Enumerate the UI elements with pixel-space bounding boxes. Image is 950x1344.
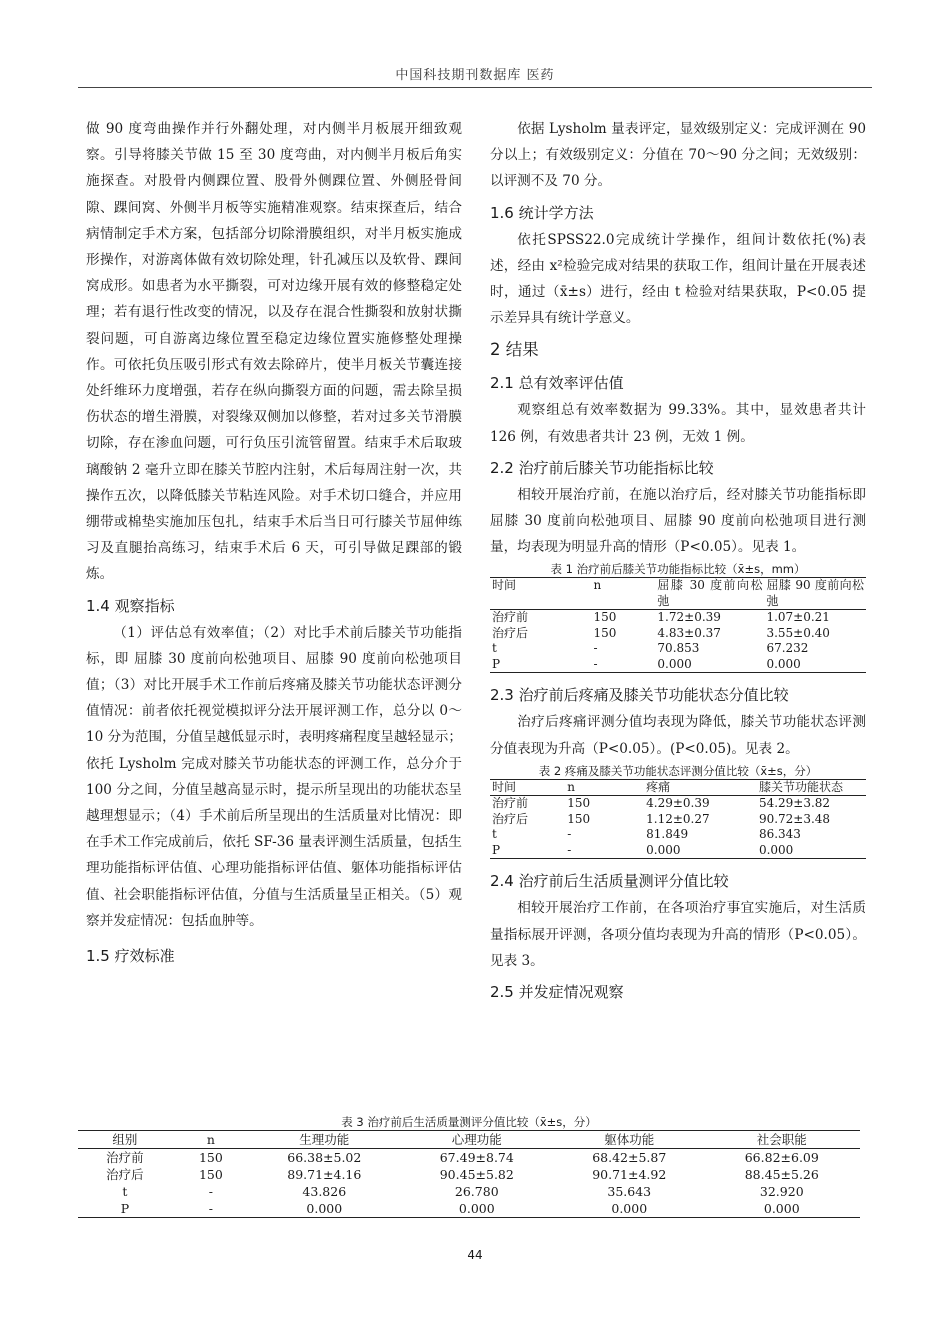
- table-cell: -: [592, 657, 656, 673]
- table-3-caption: 表 3 治疗前后生活质量测评分值比较（x̄±s，分）: [341, 1115, 597, 1129]
- table-cell: 1.07±0.21: [766, 610, 830, 625]
- heading-2-3: 2.3 治疗前后疼痛及膝关节功能状态分值比较: [490, 686, 789, 705]
- table-cell: 治疗前: [492, 610, 529, 625]
- table-row: [78, 1200, 860, 1218]
- table-cell: 67.49±8.74: [439, 1150, 514, 1165]
- table-cell: 0.000: [764, 657, 866, 673]
- table-cell: -: [593, 641, 598, 656]
- table-header-row: [490, 779, 866, 796]
- table-cell: 67.232: [766, 641, 809, 656]
- table-header-cell: n: [172, 1131, 250, 1149]
- table-3-grid: [78, 1130, 860, 1218]
- table-row: [490, 626, 866, 642]
- table-cell: 89.71±4.16: [287, 1167, 362, 1182]
- table-row: [490, 641, 866, 657]
- table-row: [490, 827, 866, 843]
- table-1: [490, 561, 866, 673]
- table-cell: 54.29±3.82: [758, 796, 831, 811]
- table-1-grid: [490, 577, 866, 673]
- header-rule: [78, 87, 872, 88]
- table-cell: 150: [567, 796, 591, 811]
- table-header-cell: 社会职能: [704, 1131, 860, 1149]
- table-cell: 4.83±0.37: [657, 625, 721, 640]
- table-header-cell: 时间: [490, 779, 565, 796]
- table-cell: 150: [593, 610, 617, 625]
- table-cell: 治疗后: [492, 811, 529, 826]
- table-cell: 0.000: [399, 1200, 555, 1218]
- table-3: [78, 1113, 860, 1218]
- table-cell: 70.853: [657, 641, 700, 656]
- table-cell: 1.72±0.39: [657, 610, 721, 625]
- table-cell: 0.000: [555, 1200, 704, 1218]
- table-cell: 0.000: [644, 843, 757, 859]
- table-row: [490, 812, 866, 828]
- table-cell: 150: [567, 811, 591, 826]
- paragraph-criteria: 依据 Lysholm 量表评定，显效级别定义：完成评测在 90 分以上；有效级别定义：分值在 70～90 分之间；无效级别：以评测不及 70 分。: [490, 121, 866, 190]
- table-cell: P: [490, 843, 565, 859]
- paragraph-quality-of-life: 相较开展治疗工作前，在各项治疗事宜实施后，对生活质量指标展开评测，各项分值均表现为升高的情形（P<0.05）。见表 3。: [490, 900, 866, 969]
- table-cell: 3.55±0.40: [766, 625, 830, 640]
- heading-2-1: 2.1 总有效率评估值: [490, 374, 624, 393]
- paragraph-observation: （1）评估总有效率值；（2）对比手术前后膝关节功能指标，即 屈膝 30 度前向松弛项目、屈膝 90 度前向松弛项目值；（3）对比开展手术工作前后疼痛及膝关节功能状态评测分值情况：前者依托视觉模拟评分法开展评测工作，总分以 0～10 分为范围，分值呈越低显示时，表明疼痛程度呈越轻显示；依托 Lysholm 完成对膝关节功能状态的评测工作，总分介于 100 分之间，分值呈越高显示时，提示所呈现出的功能状态呈越理想显示；（4）手术前后所呈现出的生活质量对比情况：即在手术工作完成前后，依托 SF-36 量表评测生活质量，包括生理功能指标评估值、心理功能指标评估值、躯体功能指标评估值、社会职能指标评估值，分值与生活质量呈正相关。（5）观察并发症情况：包括血肿等。: [86, 624, 462, 929]
- heading-2-5: 2.5 并发症情况观察: [490, 982, 624, 1001]
- table-cell: 86.343: [758, 827, 801, 842]
- table-header-cell: 躯体功能: [555, 1131, 704, 1149]
- heading-2-4: 2.4 治疗前后生活质量测评分值比较: [490, 872, 729, 891]
- table-row: [78, 1183, 860, 1200]
- table-cell: -: [208, 1184, 214, 1199]
- heading-2-2: 2.2 治疗前后膝关节功能指标比较: [490, 458, 714, 477]
- table-header-cell: 屈膝 90 度前向松弛: [766, 578, 864, 608]
- paragraph-efficacy: 观察组总有效率数据为 99.33%。其中，显效患者共计 126 例，有效患者共计 23 例，无效 1 例。: [490, 402, 866, 445]
- table-cell: 90.72±3.48: [758, 811, 831, 826]
- right-column: [490, 116, 866, 1006]
- table-cell: 88.45±5.26: [744, 1167, 819, 1182]
- table-cell: 1.12±0.27: [646, 811, 710, 826]
- table-cell: 43.826: [302, 1184, 347, 1199]
- table-cell: 治疗前: [106, 1150, 144, 1165]
- table-cell: P: [78, 1200, 172, 1218]
- table-1-caption: 表 1 治疗前后膝关节功能指标比较（x̄±s，mm）: [550, 562, 806, 577]
- heading-1-6: 1.6 统计学方法: [490, 203, 594, 222]
- table-cell: 32.920: [759, 1184, 804, 1199]
- paragraph-knee-function: 相较开展治疗前，在施以治疗后，经对膝关节功能指标即屈膝 30 度前向松弛项目、屈膝 90 度前向松弛项目进行测量，均表现为明显升高的情形（P<0.05）。见表 1。: [490, 486, 866, 556]
- table-cell: 150: [593, 625, 617, 640]
- page-number: 44: [467, 1248, 483, 1262]
- table-header-cell: 时间: [490, 578, 592, 610]
- heading-1-5: 1.5 疗效标准: [86, 947, 175, 966]
- table-cell: 150: [198, 1167, 223, 1182]
- paragraph-pain-score: 治疗后疼痛评测分值均表现为降低，膝关节功能状态评测分值表现为升高（P<0.05）。(P<0.05)。见表 2。: [490, 714, 866, 757]
- left-column: [86, 116, 462, 970]
- table-header-cell: n: [592, 578, 656, 610]
- table-cell: t: [122, 1184, 128, 1199]
- running-title: 中国科技期刊数据库 医药: [395, 68, 555, 83]
- table-cell: 0.000: [655, 657, 764, 673]
- heading-2: 2 结果: [490, 340, 539, 360]
- table-cell: 68.42±5.87: [592, 1150, 667, 1165]
- table-cell: 4.29±0.39: [646, 796, 710, 811]
- table-header-cell: 生理功能: [250, 1131, 399, 1149]
- table-cell: 81.849: [646, 827, 689, 842]
- table-cell: 90.45±5.82: [439, 1167, 514, 1182]
- table-header-row: [490, 578, 866, 610]
- table-cell: P: [490, 657, 592, 673]
- table-cell: 0.000: [250, 1200, 399, 1218]
- table-cell: 治疗后: [106, 1167, 144, 1182]
- paragraph-statistics: 依托SPSS22.0完成统计学操作，组间计数依托(%)表述，经由 x²检验完成对结果的获取工作，组间计量在开展表述时，通过（x̄±s）进行，经由 t 检验对结果获取，P<0.05 提示差异具有统计学意义。: [490, 231, 866, 327]
- table-cell: -: [172, 1200, 250, 1218]
- table-header-cell: 心理功能: [399, 1131, 555, 1149]
- table-cell: t: [492, 641, 497, 656]
- paragraph-procedure: 做 90 度弯曲操作并行外翻处理，对内侧半月板展开细致观察。引导将膝关节做 15 至 30 度弯曲，对内侧半月板后角实施探查。对股骨内侧踝位置、股骨外侧踝位置、外侧胫骨间隙、踝间窝、外侧半月板等实施精准观察。结束探查后，结合病情制定手术方案，包括部分切除滑膜组织，对半月板实施成形操作，对游离体做有效切除处理，针孔减压以及软骨、踝间窝成形。如患者为水平撕裂，可对边缘开展有效的修整稳定处理；若有退行性改变的情况，以及存在混合性撕裂和放射状撕裂问题，可自游离边缘位置至稳定边缘位置实施修整处理操作。可依托负压吸引形式有效去除碎片，使半月板关节囊连接处纤维环力度增强，若存在纵向撕裂方面的问题，需去除呈损伤状态的增生滑膜，对裂缘双侧加以修整，若对过多关节滑膜切除，存在渗血问题，可行负压引流管留置。结束手术后取玻璃酸钠 2 毫升立即在膝关节腔内注射，术后每周注射一次，共操作五次，以降低膝关节粘连风险。对手术切口缝合，并应用绷带或棉垫实施加压包扎，结束手术后当日可行膝关节屈伸练习及直腿抬高练习，结束手术后 6 天，可引导做足踝部的锻炼。: [86, 121, 462, 583]
- table-cell: 35.643: [607, 1184, 652, 1199]
- table-cell: 26.780: [454, 1184, 499, 1199]
- table-cell: 治疗后: [492, 625, 529, 640]
- table-cell: 0.000: [704, 1200, 860, 1218]
- heading-1-4: 1.4 观察指标: [86, 596, 175, 615]
- table-2-grid: [490, 779, 866, 860]
- table-header-row: [78, 1131, 860, 1149]
- table-cell: t: [492, 827, 497, 842]
- table-row: [490, 657, 866, 673]
- table-cell: 90.71±4.92: [592, 1167, 667, 1182]
- table-cell: 66.82±6.09: [744, 1150, 819, 1165]
- table-cell: 150: [198, 1150, 223, 1165]
- table-cell: -: [565, 843, 644, 859]
- table-cell: 0.000: [757, 843, 866, 859]
- table-header-cell: 屈膝 30 度前向松弛: [657, 578, 763, 608]
- table-cell: 66.38±5.02: [287, 1150, 362, 1165]
- table-2: [490, 763, 866, 860]
- table-2-caption: 表 2 疼痛及膝关节功能状态评测分值比较（x̄±s，分）: [538, 763, 818, 778]
- table-cell: -: [567, 827, 572, 842]
- table-header-cell: 膝关节功能状态: [757, 779, 866, 796]
- table-header-cell: 疼痛: [644, 779, 757, 796]
- table-row: [490, 843, 866, 859]
- table-header-cell: 组别: [78, 1131, 172, 1149]
- table-header-cell: n: [565, 779, 644, 796]
- table-row: [78, 1149, 860, 1167]
- table-cell: 治疗前: [492, 796, 529, 811]
- table-row: [490, 796, 866, 812]
- table-row: [78, 1166, 860, 1183]
- table-row: [490, 610, 866, 626]
